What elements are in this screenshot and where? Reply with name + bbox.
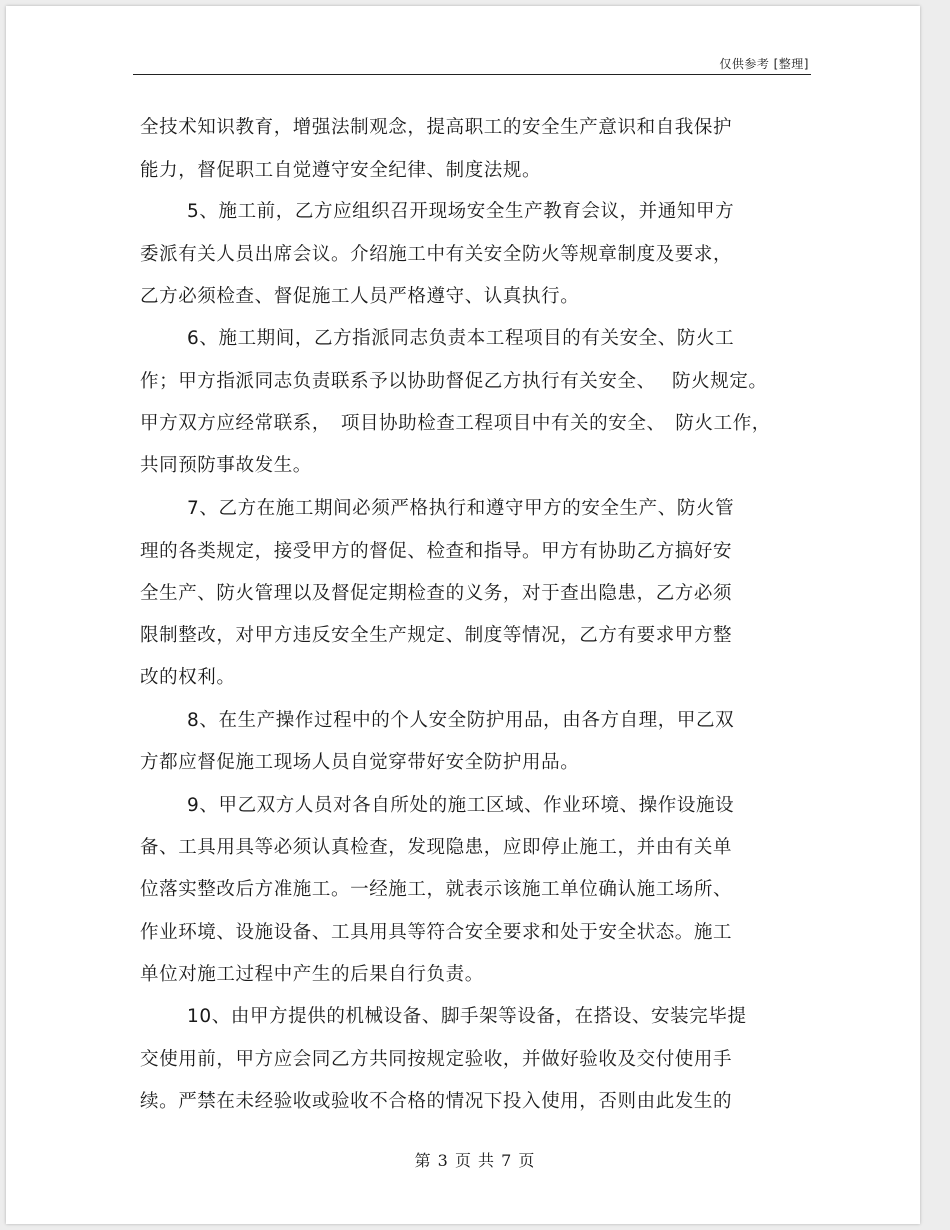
body-line: 8、在生产操作过程中的个人安全防护用品，由各方自理，甲乙双 [187, 710, 735, 731]
body-line: 方都应督促施工现场人员自觉穿带好安全防护用品。 [140, 752, 580, 773]
body-line: 共同预防事故发生。 [140, 455, 312, 476]
body-line: 续。严禁在未经验收或验收不合格的情况下投入使用，否则由此发生的 [140, 1091, 733, 1112]
page-header [133, 52, 811, 75]
body-line: 作业环境、设施设备、工具用具等符合安全要求和处于安全状态。施工 [140, 922, 733, 943]
body-line: 全技术知识教育，增强法制观念，提高职工的安全生产意识和自我保护 [140, 117, 733, 138]
document-page [6, 6, 920, 1224]
body-line: 委派有关人员出席会议。介绍施工中有关安全防火等规章制度及要求， [140, 244, 733, 265]
body-line: 作；甲方指派同志负责联系予以协助督促乙方执行有关安全、 防火规定。 [140, 371, 768, 392]
body-line: 位落实整改后方准施工。一经施工，就表示该施工单位确认施工场所、 [140, 879, 733, 900]
body-line: 改的权利。 [140, 667, 236, 688]
page-number: 第 3 页 共 7 页 [414, 1151, 536, 1170]
body-line: 10、由甲方提供的机械设备、脚手架等设备，在搭设、安装完毕提 [187, 1006, 747, 1027]
header-note: 仅供参考 [整理] [719, 57, 809, 71]
body-line: 9、甲乙双方人员对各自所处的施工区域、作业环境、操作设施设 [187, 795, 735, 816]
body-line: 单位对施工过程中产生的后果自行负责。 [140, 964, 484, 985]
body-line: 能力，督促职工自觉遵守安全纪律、制度法规。 [140, 160, 542, 181]
body-line: 交使用前，甲方应会同乙方共同按规定验收，并做好验收及交付使用手 [140, 1049, 733, 1070]
body-line: 乙方必须检查、督促施工人员严格遵守、认真执行。 [140, 286, 580, 307]
body-line: 全生产、防火管理以及督促定期检查的义务，对于查出隐患，乙方必须 [140, 583, 733, 604]
body-line: 6、施工期间，乙方指派同志负责本工程项目的有关安全、防火工 [187, 328, 735, 349]
body-line: 备、工具用具等必须认真检查，发现隐患，应即停止施工，并由有关单 [140, 837, 733, 858]
body-line: 限制整改，对甲方违反安全生产规定、制度等情况，乙方有要求甲方整 [140, 625, 733, 646]
body-line: 理的各类规定，接受甲方的督促、检查和指导。甲方有协助乙方搞好安 [140, 541, 733, 562]
body-line: 5、施工前，乙方应组织召开现场安全生产教育会议，并通知甲方 [187, 201, 735, 222]
body-line: 甲方双方应经常联系， 项目协助检查工程项目中有关的安全、 防火工作， [140, 413, 771, 434]
body-line: 7、乙方在施工期间必须严格执行和遵守甲方的安全生产、防火管 [187, 498, 735, 519]
